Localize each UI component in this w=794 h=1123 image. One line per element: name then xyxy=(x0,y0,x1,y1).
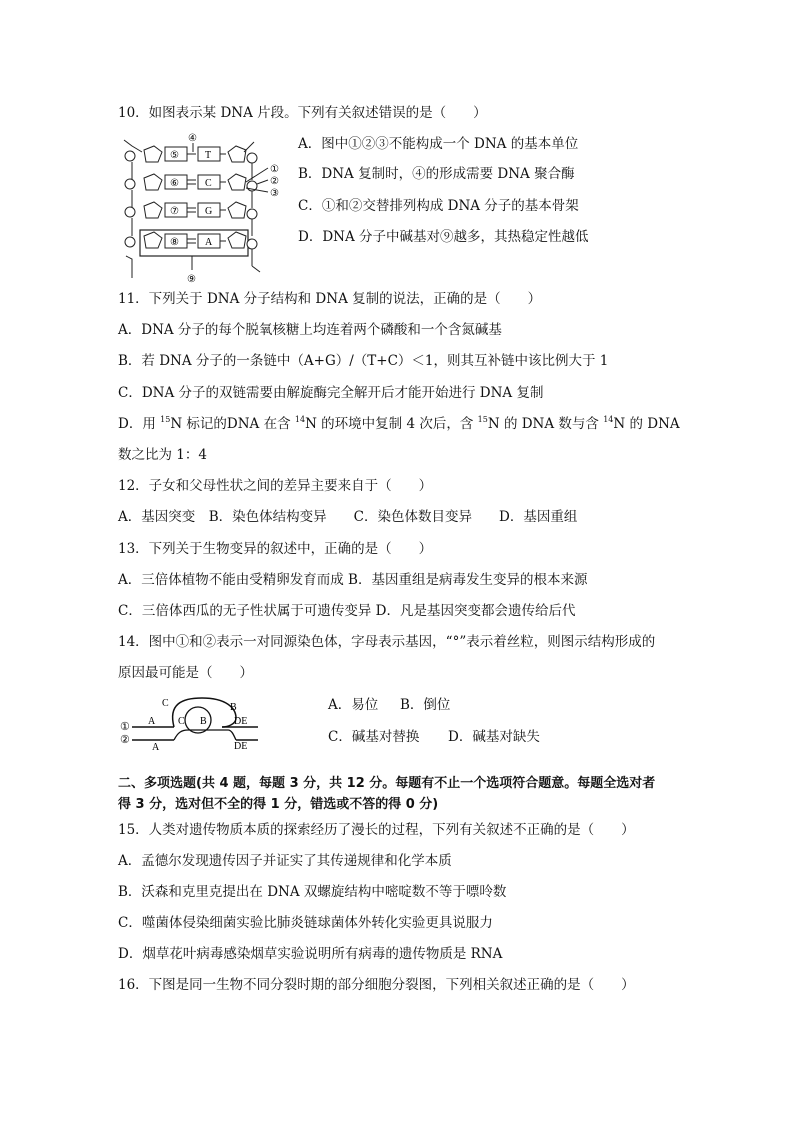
gene-A-1: A xyxy=(148,716,156,727)
q11-d-sup1: 15 xyxy=(160,415,171,424)
q15-option-b: B．沃森和克里克提出在 DNA 双螺旋结构中嘧啶数不等于嘌呤数 xyxy=(118,884,507,900)
gene-B-outer: B xyxy=(230,702,237,713)
box-number-7: ⑦ xyxy=(170,206,179,217)
label-4: ④ xyxy=(188,133,197,144)
dna-row-3 xyxy=(125,202,257,236)
gene-B-inner: B xyxy=(200,716,207,727)
q12-stem: 12．子女和父母性状之间的差异主要来自于（ ） xyxy=(118,478,433,494)
base-T: T xyxy=(205,150,212,161)
q10-option-b: B．DNA 复制时，④的形成需要 DNA 聚合酶 xyxy=(298,166,575,182)
chromosome-1-label: ① xyxy=(120,721,130,733)
q13-options-line1: A．三倍体植物不能由受精卵发育而成 B．基因重组是病毒发生变异的根本来源 xyxy=(118,572,588,588)
q11-d-sup4: 14 xyxy=(603,415,614,424)
box-number-8: ⑧ xyxy=(170,237,179,248)
q11-option-d-cont: 数之比为 1：4 xyxy=(118,447,207,463)
gene-DE-2: DE xyxy=(234,741,248,752)
box-number-6: ⑥ xyxy=(170,178,179,189)
box-number-5: ⑤ xyxy=(170,150,179,161)
label-3: ③ xyxy=(270,188,279,199)
gene-A-2: A xyxy=(152,742,160,752)
chromosome-2-label: ② xyxy=(120,734,130,746)
q15-option-a: A．孟德尔发现遗传因子并证实了其传递规律和化学本质 xyxy=(118,853,452,869)
q14-stem-line1: 14．图中①和②表示一对同源染色体，字母表示基因，“°”表示着丝粒，则图示结构形成的 xyxy=(118,634,656,650)
q11-d-part4: N 的 DNA 数与含 xyxy=(487,416,604,432)
label-2: ② xyxy=(270,176,279,187)
q10-option-a: A．图中①②③不能构成一个 DNA 的基本单位 xyxy=(298,136,579,152)
q11-option-a: A．DNA 分子的每个脱氧核糖上均连着两个磷酸和一个含氮碱基 xyxy=(118,322,502,338)
q11-d-part1: D．用 xyxy=(118,416,161,432)
q11-option-d xyxy=(118,415,680,433)
q11-option-c: C．DNA 分子的双链需要由解旋酶完全解开后才能开始进行 DNA 复制 xyxy=(118,385,544,401)
q11-d-part3: N 的环境中复制 4 次后，含 xyxy=(305,416,478,432)
section-2-heading-line2: 得 3 分，选对但不全的得 1 分，错选或不答的得 0 分) xyxy=(118,797,439,812)
q10-option-d: D．DNA 分子中碱基对⑨越多，其热稳定性越低 xyxy=(298,229,589,245)
q10-option-c: C．①和②交替排列构成 DNA 分子的基本骨架 xyxy=(298,198,579,214)
section-2-heading-line1: 二、多项选题(共 4 题，每题 3 分，共 12 分。每题有不止一个选项符合题意。每题全选对者 xyxy=(118,776,656,791)
q14-option-c: C．碱基对替换 xyxy=(328,729,420,745)
label-9: ⑨ xyxy=(187,274,196,284)
base-G: G xyxy=(205,206,213,217)
q13-options-line2: C．三倍体西瓜的无子性状属于可遗传变异 D．凡是基因突变都会遗传给后代 xyxy=(118,603,576,619)
label-1: ① xyxy=(270,164,279,175)
gene-C-outer: C xyxy=(162,698,169,709)
q11-d-sup3: 15 xyxy=(477,415,488,424)
q16-stem: 16．下图是同一生物不同分裂时期的部分细胞分裂图，下列相关叙述正确的是（ ） xyxy=(118,977,635,993)
q14-option-b: B．倒位 xyxy=(400,697,451,713)
q10-dna-figure xyxy=(118,132,298,288)
q15-stem: 15．人类对遗传物质本质的探索经历了漫长的过程，下列有关叙述不正确的是（ ） xyxy=(118,822,635,838)
q14-chromosome-figure xyxy=(118,694,268,756)
q13-stem: 13．下列关于生物变异的叙述中，正确的是（ ） xyxy=(118,541,433,557)
q11-d-part5: N 的 DNA xyxy=(613,416,680,432)
q15-option-c: C．噬菌体侵染细菌实验比肺炎链球菌体外转化实验更具说服力 xyxy=(118,915,493,931)
gene-C-inner: C xyxy=(178,716,185,727)
base-A: A xyxy=(205,237,213,248)
q12-options: A．基因突变 B．染色体结构变异 C．染色体数目变异 D．基因重组 xyxy=(118,509,578,525)
q11-d-sup2: 14 xyxy=(294,415,306,424)
gene-DE-1: DE xyxy=(234,716,248,727)
q10-stem: 10．如图表示某 DNA 片段。下列有关叙述错误的是（ ） xyxy=(118,105,487,121)
q14-option-d: D．碱基对缺失 xyxy=(448,729,540,745)
base-C: C xyxy=(205,178,212,189)
q14-stem-line2: 原因最可能是（ ） xyxy=(118,665,253,681)
q11-option-b: B．若 DNA 分子的一条链中（A+G）/（T+C）＜1，则其互补链中该比例大于 1 xyxy=(118,353,609,369)
q15-option-d: D．烟草花叶病毒感染烟草实验说明所有病毒的遗传物质是 RNA xyxy=(118,946,503,962)
q14-option-a: A．易位 xyxy=(328,697,379,713)
q11-d-part2: N 标记的DNA 在含 xyxy=(170,416,295,432)
q11-stem: 11．下列关于 DNA 分子结构和 DNA 复制的说法，正确的是（ ） xyxy=(118,291,542,307)
